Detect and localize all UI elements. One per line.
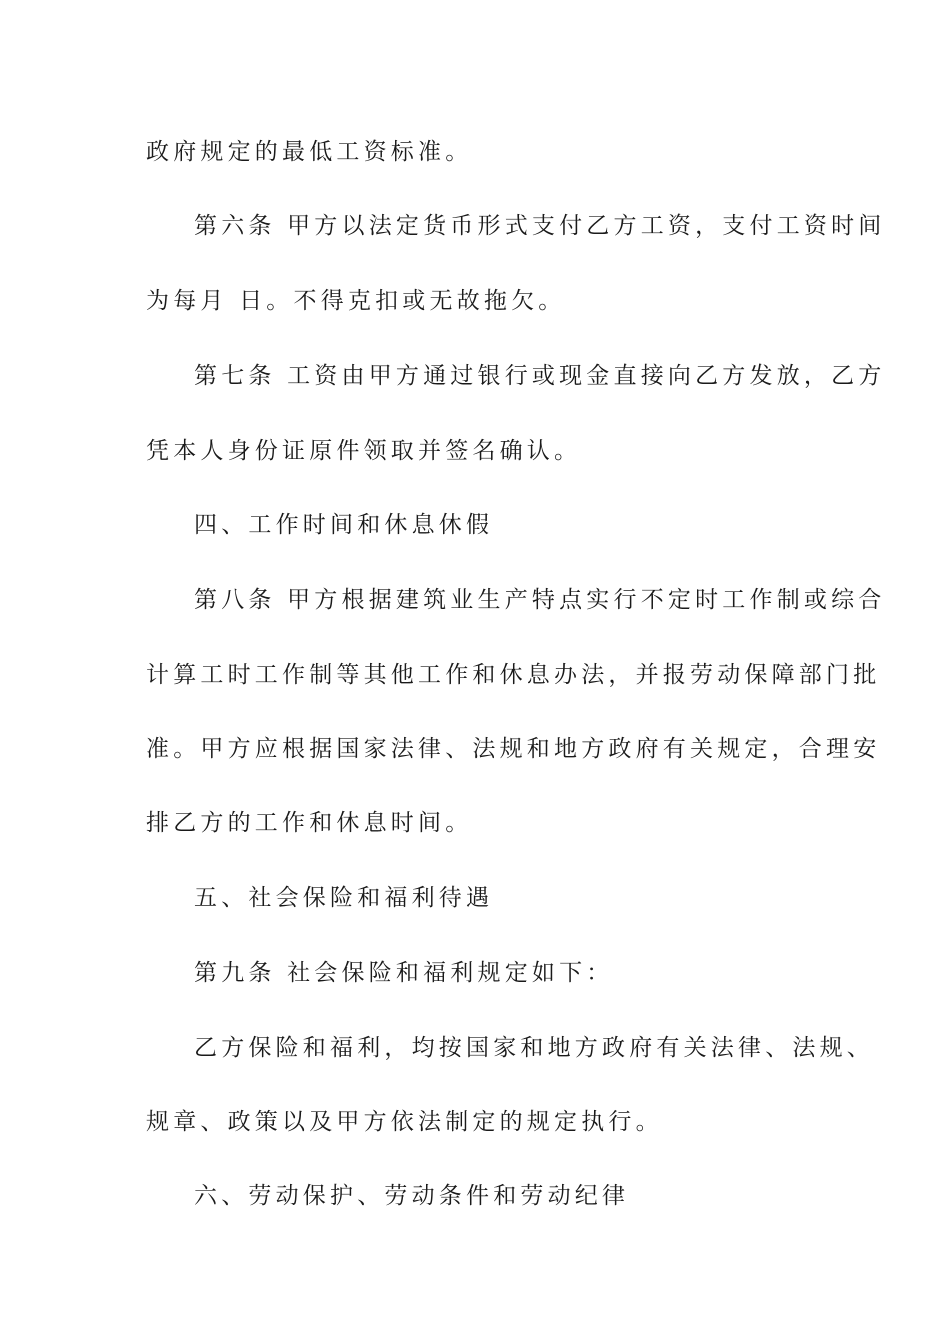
text-line: 第九条 社会保险和福利规定如下： <box>194 960 614 986</box>
text-line: 乙方保险和福利，均按国家和地方政府有关法律、法规、 <box>194 1035 874 1061</box>
text-line: 第七条 工资由甲方通过银行或现金直接向乙方发放，乙方 <box>194 363 886 389</box>
section-heading: 四、工作时间和休息休假 <box>194 512 494 538</box>
text-line: 规章、政策以及甲方依法制定的规定执行。 <box>146 1109 663 1135</box>
text-line: 准。甲方应根据国家法律、法规和地方政府有关规定，合理安 <box>146 736 881 762</box>
text-line: 凭本人身份证原件领取并签名确认。 <box>146 438 582 464</box>
section-heading: 六、劳动保护、劳动条件和劳动纪律 <box>194 1183 630 1209</box>
text-line: 政府规定的最低工资标准。 <box>146 139 473 165</box>
text-line: 第八条 甲方根据建筑业生产特点实行不定时工作制或综合 <box>194 587 886 613</box>
text-line: 排乙方的工作和休息时间。 <box>146 810 473 836</box>
text-line: 计算工时工作制等其他工作和休息办法，并报劳动保障部门批 <box>146 662 881 688</box>
text-line: 为每月 日。不得克扣或无故拖欠。 <box>146 288 566 314</box>
section-heading: 五、社会保险和福利待遇 <box>194 885 494 911</box>
text-line: 第六条 甲方以法定货币形式支付乙方工资，支付工资时间 <box>194 213 886 239</box>
